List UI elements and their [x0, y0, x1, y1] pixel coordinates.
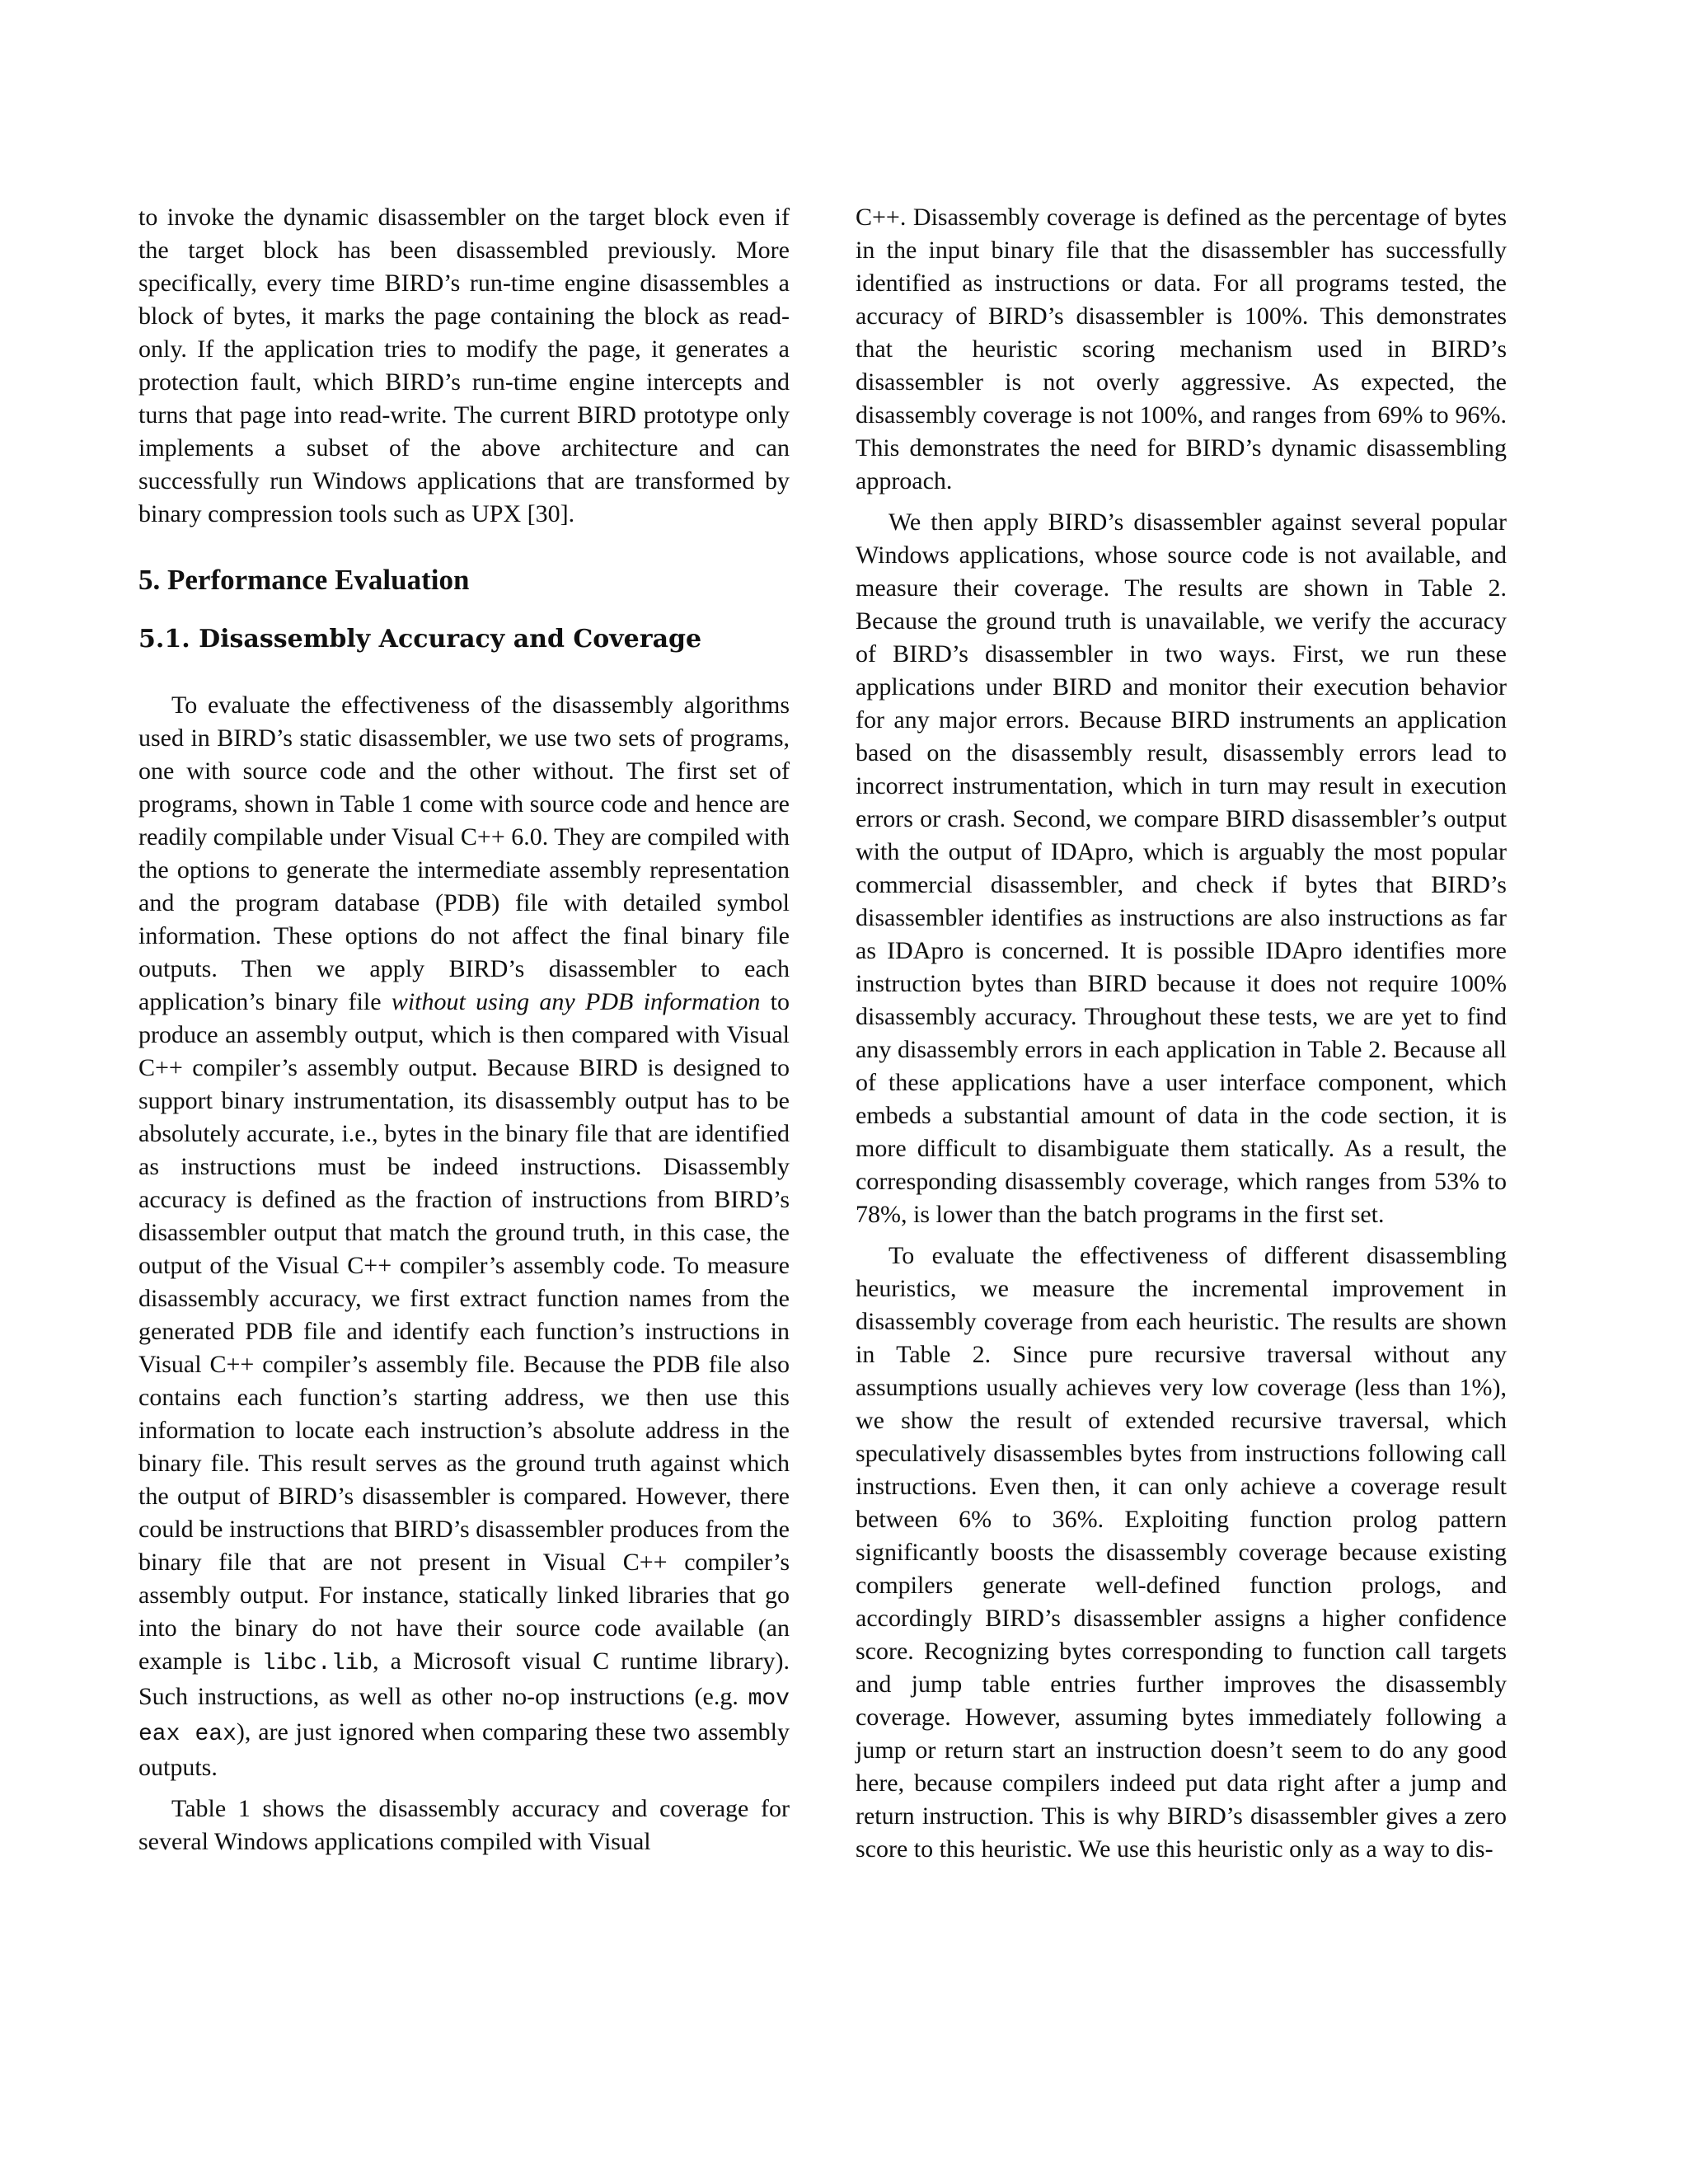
code-mov: mov eax eax: [138, 1686, 790, 1747]
paragraph-popular-apps: We then apply BIRD’s disassembler against several popular Windows applications, whose source code is not available, and measure their coverage. The results are shown in Table 2. Because the ground truth is unavailable, we verify the accuracy of BIRD’s disassembler in two ways. First, we run these applications under BIRD and monitor their execution behavior for any major errors. Because BIRD instruments an application based on the disassembly result, disassembly errors lead to incorrect instrumentation, which in turn may result in execution errors or crash. Second, we compare BIRD disassembler’s output with the output of IDApro, which is arguably the most popular commercial disassembler, and check if bytes that BIRD’s disassembler identifies as instructions are also instructions as far as IDApro is concerned. It is possible IDApro identifies more instruction bytes than BIRD because it does not require 100% disassembly accuracy. Throughout these tests, we are yet to find any disassembly errors in each application in Table 2. Because all of these applications have a user interface component, which embeds a substantial amount of data in the code section, it is more difficult to disambiguate them statically. As a result, the corresponding disassembly coverage, which ranges from 53% to 78%, is lower than the batch programs in the first set.: [856, 509, 1507, 1228]
italic-phrase: without using any PDB information: [391, 988, 761, 1015]
paragraph-heuristics: To evaluate the effectiveness of different disassembling heuristics, we measure the incremental improvement in disassembly coverage from each heuristic. The results are shown in Table 2. Since pure recursive traversal without any assumptions usually achieves very low coverage (less than 1%), we show the result of extended recursive traversal, which speculatively disassembles bytes from instructions following call instructions. Even then, it can only achieve a coverage result between 6% to 36%. Exploiting function prolog pattern significantly boosts the disassembly coverage because existing compilers generate well-defined function prologs, and accordingly BIRD’s disassembler assigns a higher confidence score. Recognizing bytes corresponding to function call targets and jump table entries further improves the disassembly coverage. However, assuming bytes immediately following a jump or return start an instruction doesn’t seem to do any good here, because compilers indeed put data right after a jump and return instruction. This is why BIRD’s disassembler gives a zero score to this heuristic. We use this heuristic only as a way to dis-: [856, 1242, 1507, 1863]
section-heading: 5. Performance Evaluation: [138, 564, 470, 596]
text-span: , a Microsoft visual C runtime library). Such instructions, as well as other no-op instructions (e.g.: [138, 1647, 790, 1710]
code-libc: libc.lib: [261, 1651, 373, 1676]
paragraph-table1-continuation: C++. Disassembly coverage is defined as the percentage of bytes in the input binary file that the disassembler has successfully identified as instructions or data. For all programs tested, the accuracy of BIRD’s disassembler is 100%. This demonstrates that the heuristic scoring mechanism used in BIRD’s disassembler is not overly aggressive. As expected, the disassembly coverage is not 100%, and ranges from 69% to 96%. This demonstrates the need for BIRD’s dynamic disassembling approach.: [856, 204, 1507, 494]
paragraph-evaluation: [138, 689, 790, 1784]
text-span: To evaluate the effectiveness of the disassembly algorithms used in BIRD’s static disassembler, we use two sets of programs, one with source code and the other without. The first set of programs, shown in Table 1 come with source code and hence are readily compilable under Visual C++ 6.0. They are compiled with the options to generate the intermediate assembly representation and the program database (PDB) file with detailed symbol information. These options do not affect the final binary file outputs. Then we apply BIRD’s disassembler to each application’s binary file: [138, 691, 790, 1015]
paragraph-table1-start: Table 1 shows the disassembly accuracy and coverage for several Windows applications compiled with Visual: [138, 1795, 790, 1855]
text-span: ), are just ignored when comparing these two assembly outputs.: [138, 1718, 790, 1781]
left-column: [138, 201, 790, 1858]
paragraph-continuation: to invoke the dynamic disassembler on the target block even if the target block has been disassembled previously. More specifically, every time BIRD’s run-time engine disassembles a block of bytes, it marks the page containing the block as read-only. If the application tries to modify the page, it generates a protection fault, which BIRD’s run-time engine intercepts and turns that page into read-write. The current BIRD prototype only implements a subset of the above architecture and can successfully run Windows applications that are transformed by binary compression tools such as UPX [30].: [138, 204, 790, 527]
right-column: [856, 201, 1507, 1866]
text-span: to produce an assembly output, which is then compared with Visual C++ compiler’s assembly output. Because BIRD is designed to support binary instrumentation, its disassembly output has to be absolutely accurate, i.e., bytes in the binary file that are identified as instructions must be indeed instructions. Disassembly accuracy is defined as the fraction of instructions from BIRD’s disassembler output that match the ground truth, in this case, the output of the Visual C++ compiler’s assembly code. To measure disassembly accuracy, we first extract function names from the generated PDB file and identify each function’s instructions in Visual C++ compiler’s assembly file. Because the PDB file also contains each function’s starting address, we then use this information to locate each instruction’s absolute address in the binary file. This result serves as the ground truth against which the output of BIRD’s disassembler is compared. However, there could be instructions that BIRD’s disassembler produces from the binary file that are not present in Visual C++ compiler’s assembly output. For instance, statically linked libraries that go into the binary do not have their source code available (an example is: [138, 988, 790, 1675]
subsection-heading: 5.1. Disassembly Accuracy and Coverage: [138, 625, 702, 654]
